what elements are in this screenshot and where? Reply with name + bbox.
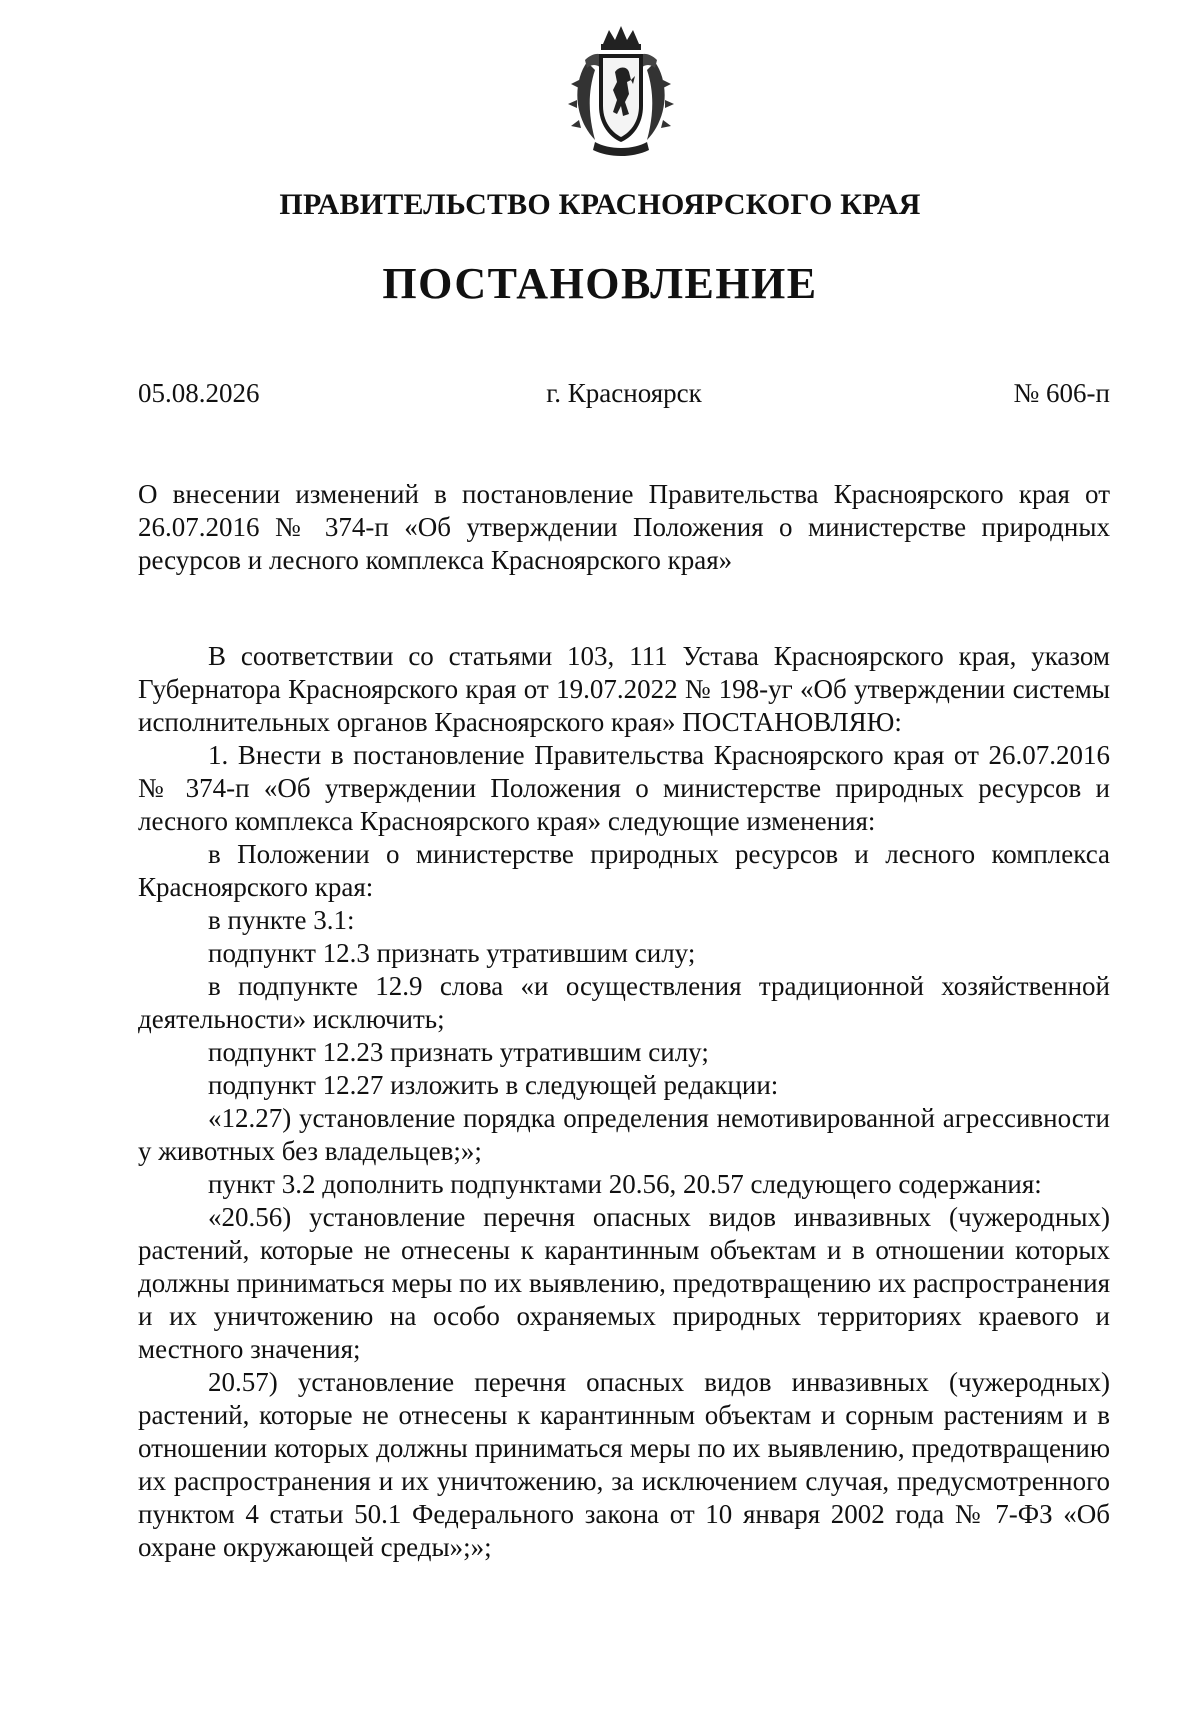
coat-of-arms-icon [565,22,677,160]
body-paragraph: «20.56) установление перечня опасных видов инвазивных (чужеродных) растений, которые не отнесены к карантинным объектам и в отношении которых должны приниматься меры по их выявлению, предотвращению их распространения и их уничтожению на особо охраняемых природных территориях краевого и местного значения; [138,1202,1110,1364]
body-paragraph: в пункте 3.1: [208,905,355,935]
document-number: № 606-п [1013,378,1110,408]
subject-text: О внесении изменений в постановление Правительства Красноярского края от 26.07.2016 № 374-п «Об утверждении Положения о министерстве природных ресурсов и лесного комплекса Красноярского края» [138,479,1110,575]
body-paragraph: 1. Внести в постановление Правительства Красноярского края от 26.07.2016 № 374-п «Об утверждении Положения о министерстве природных ресурсов и лесного комплекса Красноярского края» следующие изменения: [138,740,1110,836]
organization-title: ПРАВИТЕЛЬСТВО КРАСНОЯРСКОГО КРАЯ [279,188,921,221]
document-type-title: ПОСТАНОВЛЕНИЕ [382,259,818,308]
document-city: г. Красноярск [546,378,702,408]
body-paragraph: 20.57) установление перечня опасных видов инвазивных (чужеродных) растений, которые не отнесены к карантинным объектам и сорным растениям и в отношении которых должны приниматься меры по их выявлению, предотвращению их распространения и их уничтожению, за исключением случая, предусмотренного пунктом 4 статьи 50.1 Федерального закона от 10 января 2002 года № 7-ФЗ «Об охране окружающей среды»;»; [138,1367,1110,1562]
body-paragraph: пункт 3.2 дополнить подпунктами 20.56, 20.57 следующего содержания: [208,1169,1042,1199]
body-paragraph: «12.27) установление порядка определения немотивированной агрессивности у животных без владельцев;»; [138,1103,1110,1166]
document-body [138,640,1110,1564]
document-date: 05.08.2026 [138,378,260,408]
body-paragraph: подпункт 12.3 признать утратившим силу; [208,938,696,968]
body-paragraph: подпункт 12.23 признать утратившим силу; [208,1037,709,1067]
body-paragraph: в подпункте 12.9 слова «и осуществления традиционной хозяйственной деятельности» исключить; [138,971,1110,1034]
body-paragraph: в Положении о министерстве природных ресурсов и лесного комплекса Красноярского края: [138,839,1110,902]
document-meta [138,378,1110,418]
body-paragraph: В соответствии со статьями 103, 111 Устава Красноярского края, указом Губернатора Красноярского края от 19.07.2022 № 198-уг «Об утверждении системы исполнительных органов Красноярского края» ПОСТАНОВЛЯЮ: [138,641,1110,737]
document-subject [138,478,1110,577]
body-paragraph: подпункт 12.27 изложить в следующей редакции: [208,1070,779,1100]
